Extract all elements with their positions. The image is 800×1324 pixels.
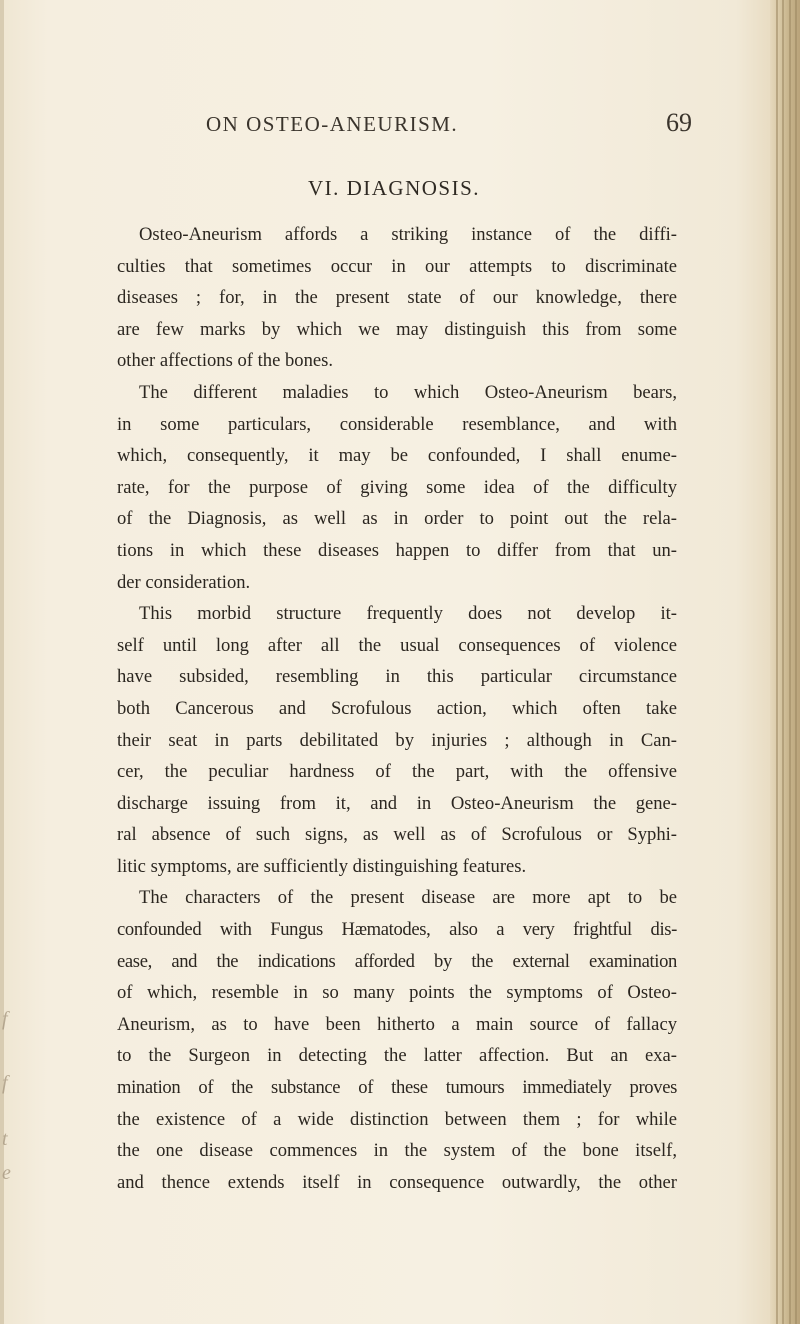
text-line: to the Surgeon in detecting the latter affection. But an exa- <box>117 1045 677 1067</box>
text-line: The different maladies to which Osteo-Aneurism bears, <box>139 381 677 403</box>
text-line: cer, the peculiar hardness of the part, with the offensive <box>117 761 677 783</box>
text-line: der consideration. <box>117 571 251 593</box>
margin-bleed-letter: e <box>2 1162 11 1184</box>
text-line: culties that sometimes occur in our attempts to discriminate <box>117 255 677 277</box>
text-line: of the Diagnosis, as well as in order to point out the rela- <box>117 508 677 530</box>
text-line: the one disease commences in the system of the bone itself, <box>117 1140 677 1162</box>
body-text <box>117 219 677 1198</box>
text-line: ral absence of such signs, as well as of Scrofulous or Syphi- <box>117 824 677 846</box>
text-line: litic symptoms, are sufficiently distinguishing features. <box>117 855 527 877</box>
margin-bleed-letter: t <box>2 1128 8 1150</box>
text-line: in some particulars, considerable resemblance, and with <box>117 413 677 435</box>
text-line: The characters of the present disease are more apt to be <box>139 887 677 909</box>
text-line: their seat in parts debilitated by injuries ; although in Can- <box>117 729 677 751</box>
text-line: are few marks by which we may distinguish this from some <box>117 318 677 340</box>
text-line: rate, for the purpose of giving some idea of the difficulty <box>117 476 677 498</box>
text-line: diseases ; for, in the present state of our knowledge, there <box>117 287 677 309</box>
margin-bleed-letter: f <box>2 1008 8 1030</box>
text-line: mination of the substance of these tumours immediately proves <box>117 1077 677 1099</box>
text-line: ease, and the indications afforded by the external examination <box>117 950 677 972</box>
text-line: of which, resemble in so many points the symptoms of Osteo- <box>117 982 677 1004</box>
text-line: Osteo-Aneurism affords a striking instance of the diffi- <box>139 224 677 245</box>
section-heading: VI. DIAGNOSIS. <box>307 176 481 200</box>
text-line: confounded with Fungus Hæmatodes, also a very frightful dis- <box>117 919 677 941</box>
text-line: self until long after all the usual consequences of violence <box>117 634 677 656</box>
text-line: and thence extends itself in consequence outwardly, the other <box>117 1171 677 1193</box>
page-number: 69 <box>666 108 692 137</box>
text-line: have subsided, resembling in this particular circumstance <box>117 666 677 688</box>
text-line: which, consequently, it may be confounded, I shall enume- <box>117 445 677 467</box>
running-head <box>0 108 770 142</box>
text-line: both Cancerous and Scrofulous action, which often take <box>117 697 677 719</box>
margin-bleed-letter: f <box>2 1072 8 1094</box>
text-line: Aneurism, as to have been hitherto a main source of fallacy <box>117 1013 677 1035</box>
text-line: the existence of a wide distinction between them ; for while <box>117 1108 677 1130</box>
text-line: tions in which these diseases happen to differ from that un- <box>117 539 677 561</box>
book-fore-edge <box>770 0 800 1324</box>
text-line: other affections of the bones. <box>117 350 333 372</box>
text-line: discharge issuing from it, and in Osteo-Aneurism the gene- <box>117 792 677 814</box>
text-line: This morbid structure frequently does not develop it- <box>139 603 677 625</box>
running-title: ON OSTEO-ANEURISM. <box>206 112 459 136</box>
